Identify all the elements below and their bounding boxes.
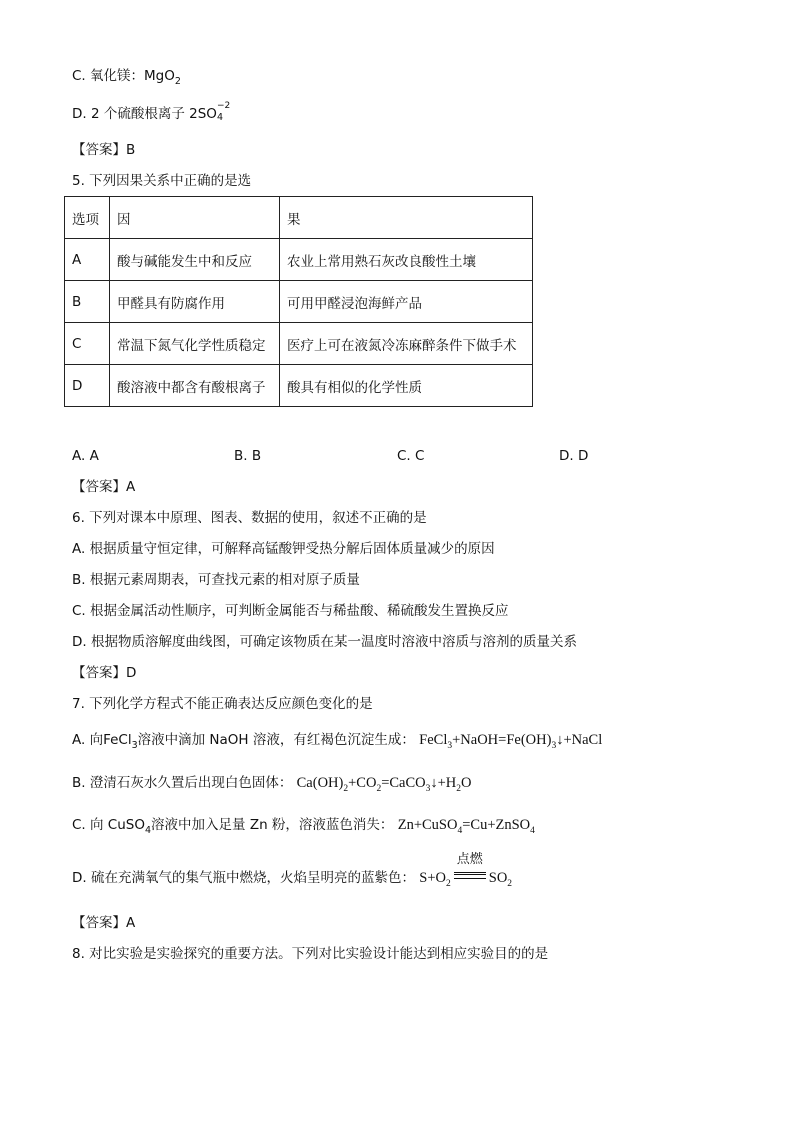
- subscript: 4: [457, 826, 463, 836]
- q7-option-b: [72, 773, 472, 799]
- subscript: 4: [530, 826, 535, 836]
- q7-c-prefix: C. 向 CuSO: [72, 817, 145, 833]
- equation-part: S+O: [419, 870, 446, 886]
- condition-label: 点燃: [456, 851, 483, 866]
- q7-answer: 【答案】A: [72, 915, 136, 931]
- q4-option-d: [72, 101, 231, 124]
- q5-stem: 5. 下列因果关系中正确的是选: [72, 173, 252, 189]
- q5-option-c: C. C: [397, 448, 425, 464]
- subscript: 3: [447, 741, 453, 751]
- table-cell: 酸溶液中都含有酸根离子: [110, 365, 280, 407]
- table-header-cell: 选项: [65, 197, 110, 239]
- equation-part: Ca(OH): [296, 775, 344, 791]
- q7-b-equation: [296, 775, 472, 794]
- q6-option-c: C. 根据金属活动性顺序，可判断金属能否与稀盐酸、稀硫酸发生置换反应: [72, 603, 509, 619]
- q5-option-d: D. D: [559, 448, 589, 464]
- q4-option-c: [72, 66, 181, 92]
- q7-a-prefix: A. 向FeCl: [72, 732, 132, 748]
- table-row: [65, 281, 533, 323]
- equation-part: =Cu+ZnSO: [462, 817, 531, 833]
- table-cell: C: [65, 323, 110, 365]
- q7-option-a: [72, 730, 602, 756]
- q6-option-a: A. 根据质量守恒定律，可解释高锰酸钾受热分解后固体质量减少的原因: [72, 541, 495, 557]
- equation-part: +CO: [348, 775, 377, 791]
- reaction-condition: [452, 851, 488, 884]
- subscript: 2: [446, 879, 451, 889]
- equation-part: FeCl: [419, 732, 448, 748]
- q7-c-description: 溶液中加入足量 Zn 粉，溶液蓝色消失：: [151, 817, 394, 833]
- q6-option-d: D. 根据物质溶解度曲线图，可确定该物质在某一温度时溶液中溶质与溶剂的质量关系: [72, 634, 577, 650]
- superscript: −2: [216, 101, 231, 111]
- table-header-cell: 果: [280, 197, 533, 239]
- subscript: 2: [456, 784, 462, 794]
- subscript: 2: [343, 784, 349, 794]
- q7-option-d: [72, 851, 513, 894]
- equation-part: Zn+CuSO: [397, 817, 458, 833]
- equation-part: ↓+NaCl: [556, 732, 603, 748]
- q6-option-b: B. 根据元素周期表，可查找元素的相对原子质量: [72, 572, 360, 588]
- equation-part: SO: [488, 870, 508, 886]
- q4-answer: 【答案】B: [72, 142, 136, 158]
- table-row: [65, 323, 533, 365]
- table-row: [65, 365, 533, 407]
- subscript: 3: [551, 741, 557, 751]
- equation-part: ↓+H: [430, 775, 457, 791]
- q7-b-description: B. 澄清石灰水久置后出现白色固体：: [72, 775, 293, 791]
- table-cell: A: [65, 239, 110, 281]
- q7-a-equation: [419, 732, 603, 751]
- q7-option-c: [72, 815, 535, 841]
- table-cell: D: [65, 365, 110, 407]
- table-cell: 酸具有相似的化学性质: [280, 365, 533, 407]
- q7-stem: 7. 下列化学方程式不能正确表达反应颜色变化的是: [72, 696, 373, 712]
- table-cell: 农业上常用熟石灰改良酸性土壤: [280, 239, 533, 281]
- q7-a-description: 溶液中滴加 NaOH 溶液，有红褐色沉淀生成：: [137, 732, 415, 748]
- q5-table: [64, 196, 533, 407]
- equation-part: O: [461, 775, 472, 791]
- subscript: 3: [425, 784, 431, 794]
- q4-option-c-text: C. 氧化镁：MgO: [72, 68, 175, 84]
- table-header-cell: 因: [110, 197, 280, 239]
- subscript: 2: [174, 76, 181, 87]
- q7-d-equation: [419, 851, 513, 889]
- subscript: 2: [376, 784, 382, 794]
- q7-d-description: D. 硫在充满氧气的集气瓶中燃烧，火焰呈明亮的蓝紫色：: [72, 870, 415, 886]
- q5-answer: 【答案】A: [72, 479, 136, 495]
- table-header-row: [65, 197, 533, 239]
- q4-option-d-text: D. 2 个硫酸根离子 2SO: [72, 106, 217, 122]
- table-cell: 酸与碱能发生中和反应: [110, 239, 280, 281]
- q5-option-a: A. A: [72, 448, 99, 464]
- table-cell: 医疗上可在液氮冷冻麻醉条件下做手术: [280, 323, 533, 365]
- subscript: 4: [216, 112, 223, 123]
- equation-part: +NaOH=Fe(OH): [452, 732, 552, 748]
- q7-c-equation: [397, 817, 535, 836]
- subscript: 3: [131, 740, 138, 751]
- table-row: [65, 239, 533, 281]
- table-cell: 甲醛具有防腐作用: [110, 281, 280, 323]
- subscript: 4: [144, 825, 152, 836]
- q5-option-b: B. B: [234, 448, 262, 464]
- subscript: 2: [507, 879, 513, 889]
- table-cell: B: [65, 281, 110, 323]
- equals-sign: [454, 872, 486, 879]
- q8-stem: 8. 对比实验是实验探究的重要方法。下列对比实验设计能达到相应实验目的的是: [72, 946, 549, 962]
- q6-stem: 6. 下列对课本中原理、图表、数据的使用，叙述不正确的是: [72, 510, 427, 526]
- table-cell: 可用甲醛浸泡海鲜产品: [280, 281, 533, 323]
- table-cell: 常温下氮气化学性质稳定: [110, 323, 280, 365]
- equation-part: =CaCO: [381, 775, 426, 791]
- q6-answer: 【答案】D: [72, 665, 137, 681]
